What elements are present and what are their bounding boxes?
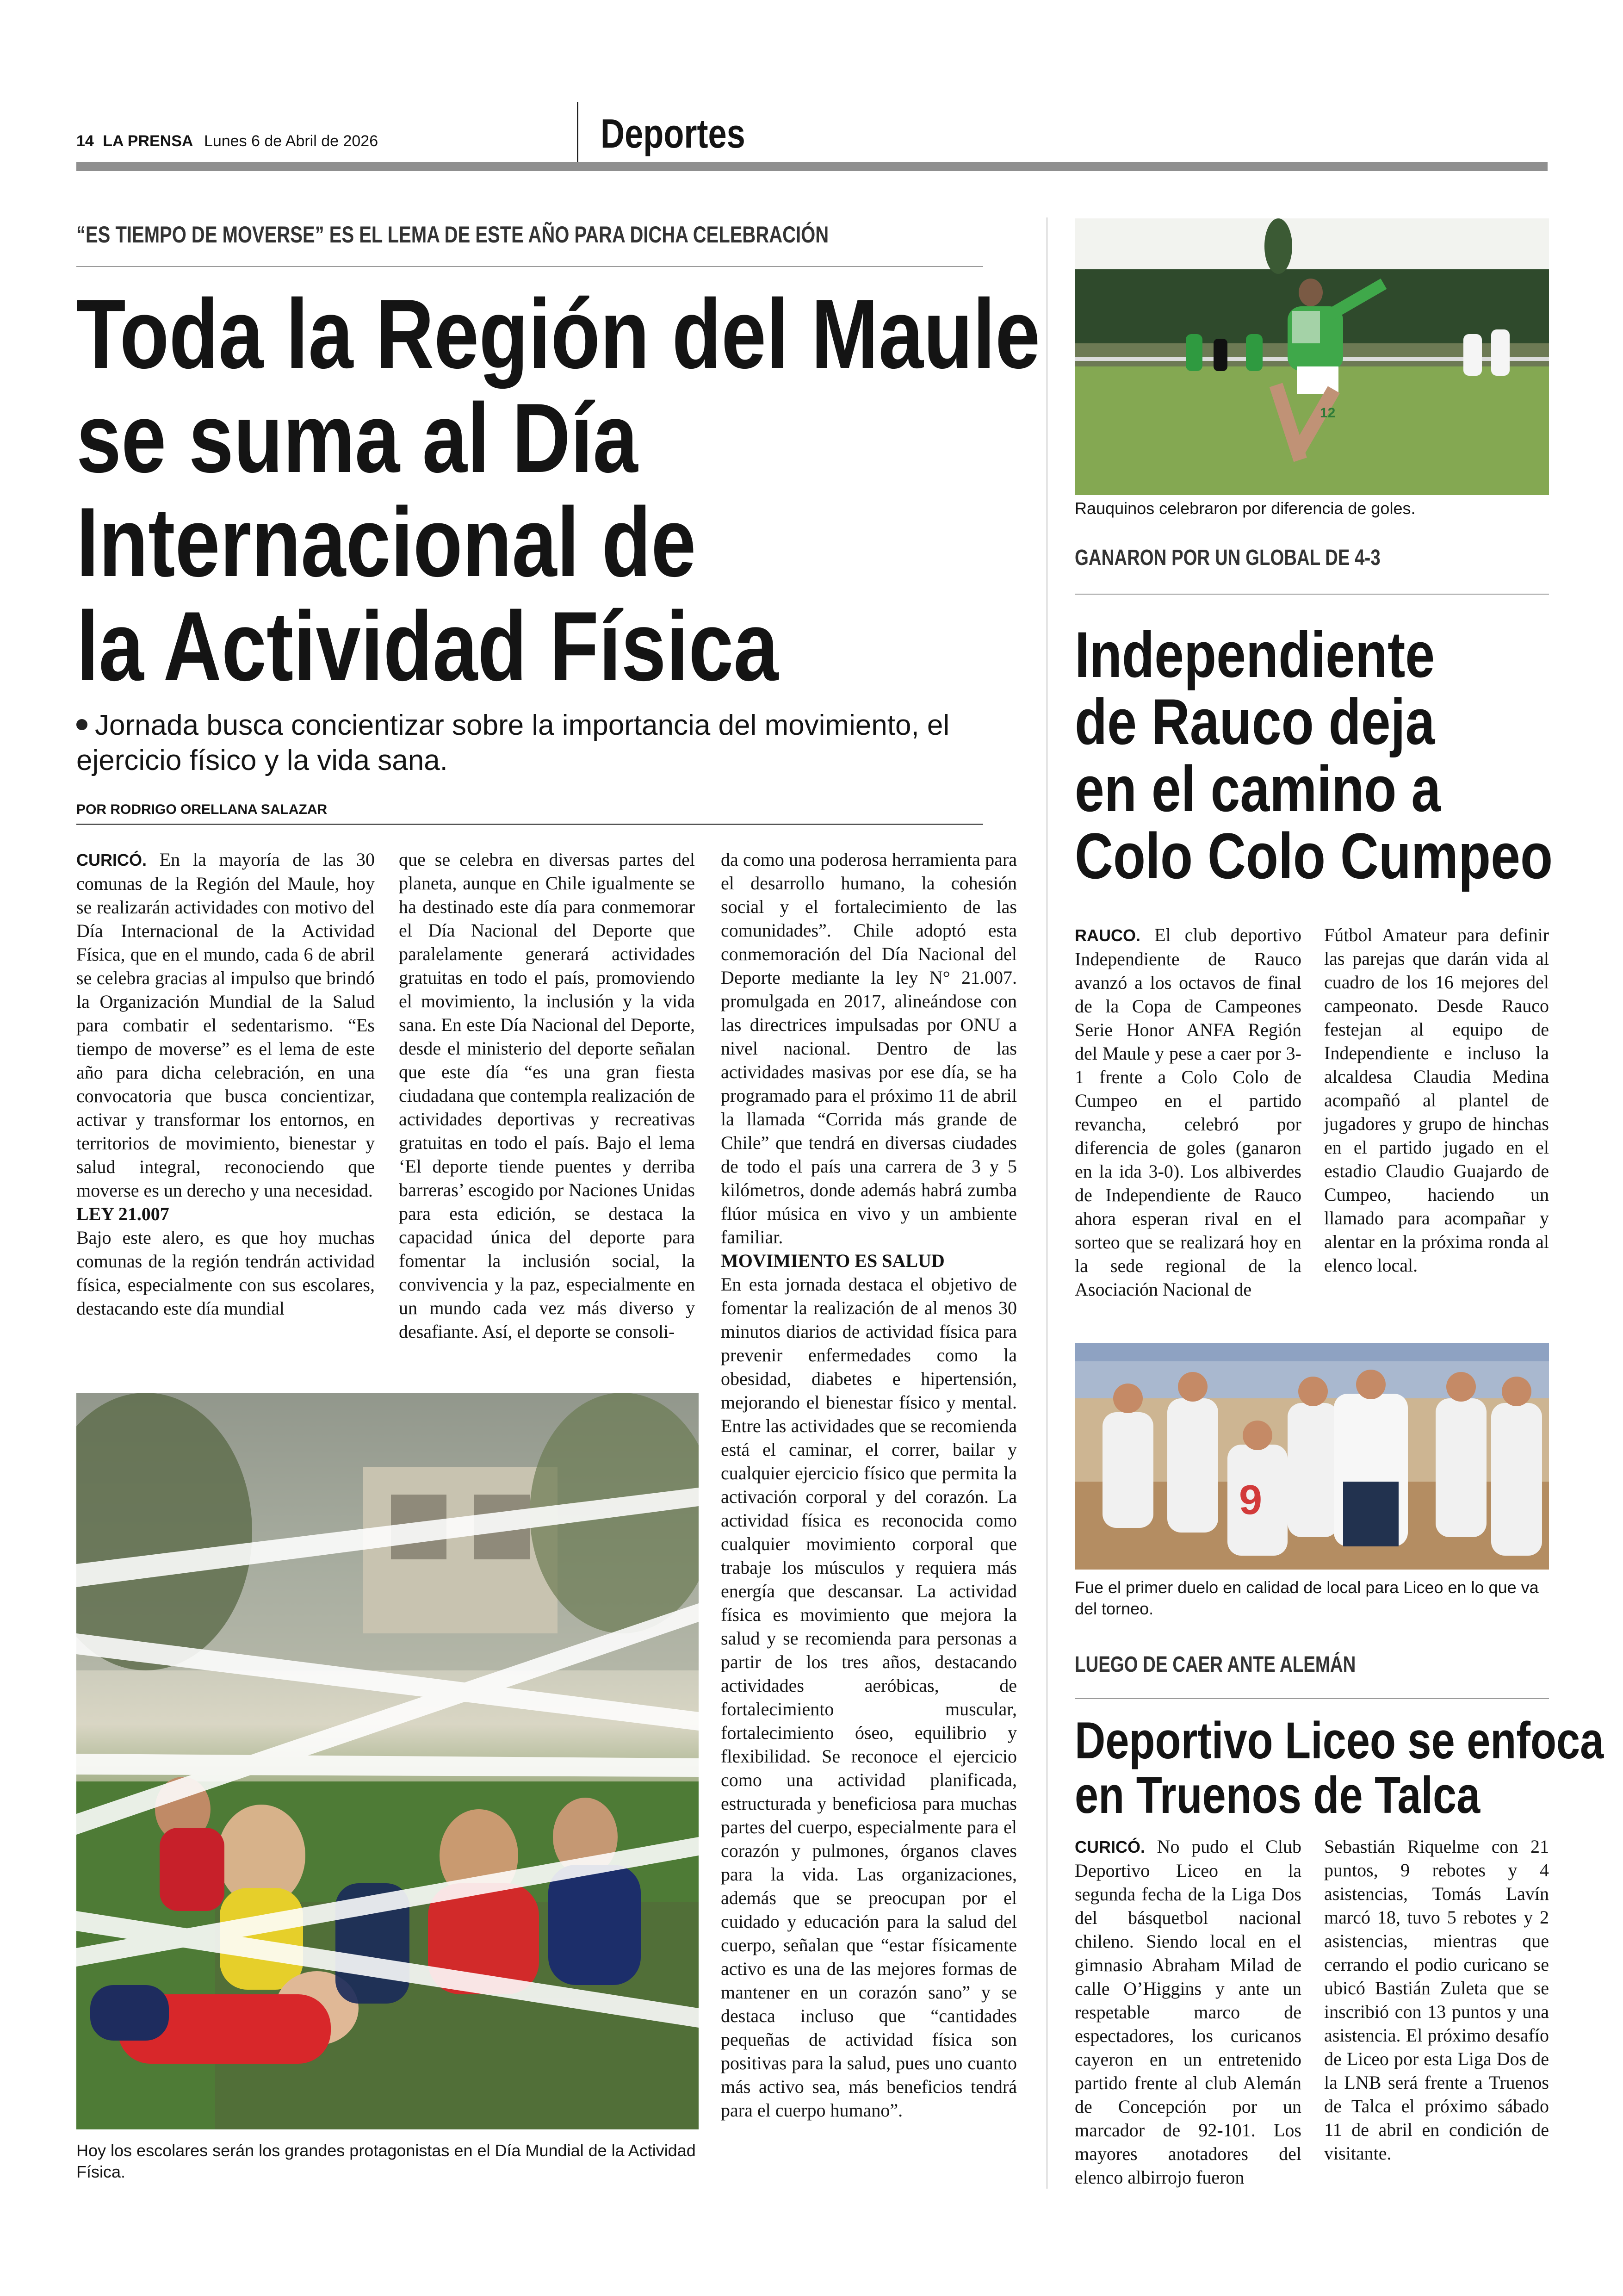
main-column-1 [76,848,375,1320]
headline-line: Independiente [1075,618,1435,691]
kids-photo-caption: Hoy los escolares serán los grandes protagonistas en el Día Mundial de la Actividad Física. [76,2141,696,2181]
header-divider [577,102,578,162]
jersey-number: 9 [1239,1477,1263,1523]
kids-photo-illustration [76,1393,699,2129]
headline-line: Colo Colo Cumpeo [1075,819,1553,892]
headline-line: Deportivo Liceo se enfoca [1075,1712,1604,1769]
headline-line: de Rauco deja [1075,685,1435,758]
headline-line: Toda la Región del Maule [76,279,1041,389]
rauco-kicker: GANARON POR UN GLOBAL DE 4-3 [1075,546,1381,570]
dateline: CURICÓ. [76,850,147,869]
page-header-info [76,132,378,150]
basketball-photo-caption: Fue el primer duelo en calidad de local para Liceo en lo que va del torneo. [1075,1578,1539,1618]
main-column-3 [721,848,1017,2122]
byline-rule [76,824,983,825]
paragraph: da como una poderosa herramienta para el desarrollo humano, la cohesión social y el fortalecimiento de las comunidades”. Chile adoptó esta conmemoración del Día Nacional del Deporte mediante la ley N° 21.007. promulgada en 2017, alineándose con las directrices impulsadas por ONU a nivel nacional. Dentro de las actividades masivas por ese día, se ha programado para el próximo 11 de abril la llamada “Corrida más grande de Chile” que tendrá en diversas ciudades de todo el país una carrera de 3 y 5 kilómetros, donde además habrá zumba flúor música en vivo y un ambiente familiar. [721,849,1017,1247]
headline-line: se suma al Día [76,383,638,493]
soccer-photo-illustration [1075,218,1549,495]
main-deck [76,708,983,778]
paragraph: Sebastián Riquelme con 21 puntos, 9 rebotes y 4 asistencias, Tomás Lavín marcó 18, tuvo 5 rebotes y 2 asistencias, mientras que cerrando el podio curicano se ubicó Bastián Zuleta que se inscribió con 13 puntos y una asistencia. El próximo desafío de Liceo por esta Liga Dos de la LNB será frente a Truenos de Talca el próximo sábado 11 de abril en condición de visitante. [1324,1836,1549,2164]
paragraph: Bajo este alero, es que hoy muchas comunas de la región tendrán actividad física, especialmente con sus escolares, destacando este día mundial [76,1227,375,1319]
main-headline [76,279,1041,701]
header-rule [76,162,1548,171]
soccer-photo [1075,218,1549,495]
headline-line: en el camino a [1075,752,1441,825]
publication-name: LA PRENSA [103,132,193,150]
subhead: MOVIMIENTO ES SALUD [721,1250,945,1271]
kicker-rule [1075,1698,1549,1699]
rauco-headline [1075,618,1553,892]
liceo-kicker: LUEGO DE CAER ANTE ALEMÁN [1075,1652,1356,1677]
kicker-rule [1075,594,1549,595]
paragraph: Fútbol Amateur para definir las parejas que darán vida al cuadro de los 16 mejores del campeonato. Desde Rauco festejan al equipo de Independiente e incluso la alcaldesa Claudia Medina acompañó al plantel de jugadores y grupo de hinchas en el partido jugado en el estadio Claudio Guajardo de Cumpeo, haciendo un llamado para acompañar y alentar en la próxima ronda al elenco local. [1324,925,1549,1276]
dateline: RAUCO. [1075,926,1140,945]
section-title: Deportes [601,111,745,156]
byline: POR RODRIGO ORELLANA SALAZAR [76,802,328,817]
liceo-column-2 [1324,1835,1549,2165]
headline-line: la Actividad Física [76,591,779,701]
paragraph: No pudo el Club Deportivo Liceo en la segunda fecha de la Liga Dos del básquetbol nacional chileno. Siendo local en el gimnasio Abraham Milad de calle O’Higgins y ante un respetable marco de espectadores, los curicanos cayeron en un entretenido partido frente al club Alemán de Concepción por un marcador de 92-101. Los mayores anotadores del elenco albirrojo fueron [1075,1836,1302,2188]
basketball-photo [1075,1343,1549,1570]
dateline: CURICÓ. [1075,1837,1145,1856]
subhead: LEY 21.007 [76,1204,169,1224]
paragraph: En la mayoría de las 30 comunas de la Región del Maule, hoy se realizarán actividades con motivo del Día Internacional de la Actividad Física, que en el mundo, cada 6 de abril se celebra gracias al impulso que brindó la Organización Mundial de la Salud para combatir el sedentarismo. “Es tiempo de moverse” es el lema de este año para dicha celebración, en una convocatoria que busca concientizar, activar y transformar los entornos, en territorios de movimiento, bienestar y salud integral, reconociendo que moverse es un derecho y una necesidad. [76,849,375,1201]
liceo-headline [1075,1713,1604,1823]
paragraph: que se celebra en diversas partes del planeta, aunque en Chile igualmente se ha destinado este día para conmemorar el Día Nacional del Deporte que paralelamente generará actividades gratuitas en todo el país, promoviendo el movimiento, la inclusión y la vida sana. En este Día Nacional del Deporte, desde el ministerio del deporte señalan que este día “es una gran fiesta ciudadana que contempla realización de actividades deportivas y recreativas gratuitas en todo el país. Bajo el lema ‘El deporte tiende puentes y derriba barreras’ escogido por Naciones Unidas para esta edición, se destaca la capacidad única del deporte para fomentar la inclusión social, la convivencia y la paz, especialmente en un mundo cada vez más diverso y desafiante. Así, el deporte se consoli- [399,849,695,1342]
main-kicker: “ES TIEMPO DE MOVERSE” ES EL LEMA DE ESTE AÑO PARA DICHA CELEBRACIÓN [76,222,829,248]
soccer-photo-caption: Rauquinos celebraron por diferencia de goles. [1075,499,1416,518]
kids-activity-photo [76,1393,699,2129]
liceo-column-1 [1075,1835,1301,2189]
main-column-2 [399,848,695,1343]
paragraph: En esta jornada destaca el objetivo de fomentar la realización de al menos 30 minutos diarios de actividad física para prevenir enfermedades como la obesidad, diabetes e hipertensión, mejorando el bienestar físico y mental. Entre las actividades que se recomienda está el caminar, el correr, bailar y cualquier ejercicio físico que permita la activación corporal y del corazón. La actividad física es reconocida como cualquier movimiento corporal que trabaje los músculos y requiera más energía que descansar. La actividad física es movimiento que mejora la salud y se recomienda para personas a partir de los tres años, destacando actividades aeróbicas, de fortalecimiento muscular, fortalecimiento óseo, equilibrio y flexibilidad. Se reconoce el ejercicio como una actividad planificada, estructurada y beneficiosa para muchas partes del cuerpo, especialmente para el corazón y pulmones, órganos claves para la vida. Las organizaciones, además que se preocupan por el cuidado y educación para la salud del cuerpo, señalan que “estar físicamente activo es una de las mejores formas de mantener en un corazón sano” y se destaca incluso que “cantidades pequeñas de actividad física son positivas para la salud, pues uno cuanto más activo sea, más beneficios tendrá para el cuerpo humano”. [721,1274,1017,2121]
page-number: 14 [76,132,94,150]
paragraph: El club deportivo Independiente de Rauco avanzó a los octavos de final de la Copa de Campeones Serie Honor ANFA Región del Maule y pese a caer por 3-1 frente a Colo Colo de Cumpeo en el partido revancha, celebró por diferencia de goles (ganaron en la ida 3-0). Los albiverdes de Independiente de Rauco ahora esperan rival en el sorteo que se realizará hoy en la sede regional de la Asociación Nacional de [1075,925,1301,1300]
kicker-rule [76,266,983,267]
jersey-number: 12 [1320,405,1336,421]
deck-text: Jornada busca concientizar sobre la importancia del movimiento, el ejercicio físico y la vida sana. [76,709,950,776]
headline-line: en Truenos de Talca [1075,1766,1481,1824]
rauco-column-2 [1324,923,1549,1277]
headline-line: Internacional de [76,487,696,597]
basketball-photo-illustration [1075,1343,1549,1570]
rauco-column-1 [1075,923,1301,1301]
issue-date: Lunes 6 de Abril de 2026 [204,132,378,150]
bullet-icon [76,719,87,730]
